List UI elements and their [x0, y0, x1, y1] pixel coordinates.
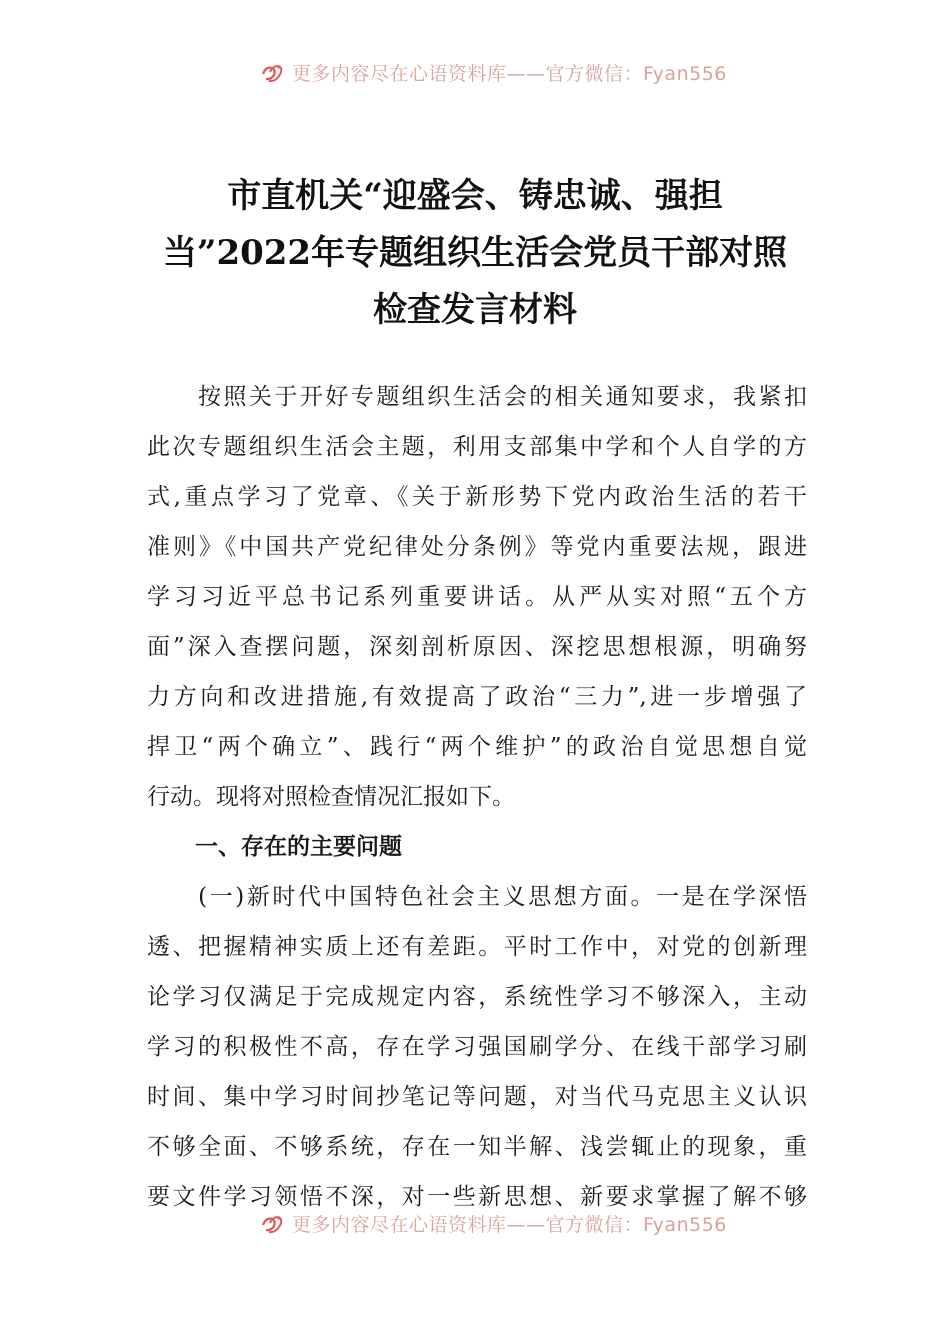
intro-line: 准则》《中国共产党纪律处分条例》等党内重要法规，跟进: [147, 534, 807, 560]
section-line: 不够全面、不够系统，存在一知半解、浅尝辄止的现象，重: [147, 1134, 807, 1160]
intro-line: 式,重点学习了党章、《关于新形势下党内政治生活的若干: [147, 484, 807, 510]
section-line: 学习的积极性不高，存在学习强国刷学分、在线干部学习刷: [147, 1034, 807, 1060]
section-line: 要文件学习领悟不深，对一些新思想、新要求掌握了解不够: [147, 1184, 807, 1210]
intro-line: 此次专题组织生活会主题，利用支部集中学和个人自学的方: [147, 434, 807, 460]
section-line: 论学习仅满足于完成规定内容，系统性学习不够深入，主动: [147, 984, 807, 1010]
watermark-text: 更多内容尽在心语资料库——官方微信：Fyan556: [292, 63, 727, 85]
title-line-2: 当”2022年专题组织生活会党员干部对照: [162, 233, 788, 273]
title-line-3: 检查发言材料: [373, 290, 577, 330]
intro-line: 学习习近平总书记系列重要讲话。从严从实对照“五个方: [147, 584, 807, 610]
document-title: [0, 168, 950, 339]
watermark-bottom: [0, 1206, 950, 1240]
section-heading: 一、存在的主要问题: [195, 834, 402, 860]
section-line: 时间、集中学习时间抄笔记等问题，对当代马克思主义认识: [147, 1084, 807, 1110]
watermark-text: 更多内容尽在心语资料库——官方微信：Fyan556: [292, 1214, 727, 1236]
intro-line: 捍卫“两个确立”、践行“两个维护”的政治自觉思想自觉: [147, 734, 807, 760]
intro-line: 力方向和改进措施,有效提高了政治“三力”,进一步增强了: [147, 684, 807, 710]
section-line: (一)新时代中国特色社会主义思想方面。一是在学深悟: [147, 884, 807, 910]
document-body: [147, 372, 807, 1222]
stylized-hand-logo-icon: [260, 1213, 284, 1235]
intro-line: 行动。现将对照检查情况汇报如下。: [147, 784, 515, 810]
section-line: 透、把握精神实质上还有差距。平时工作中，对党的创新理: [147, 934, 807, 960]
intro-line: 面”深入查摆问题，深刻剖析原因、深挖思想根源，明确努: [147, 634, 807, 660]
stylized-hand-logo-icon: [260, 62, 284, 84]
title-line-1: 市直机关“迎盛会、铸忠诚、强担: [227, 176, 723, 216]
watermark-top: [0, 55, 950, 89]
intro-line: 按照关于开好专题组织生活会的相关通知要求，我紧扣: [147, 384, 807, 410]
